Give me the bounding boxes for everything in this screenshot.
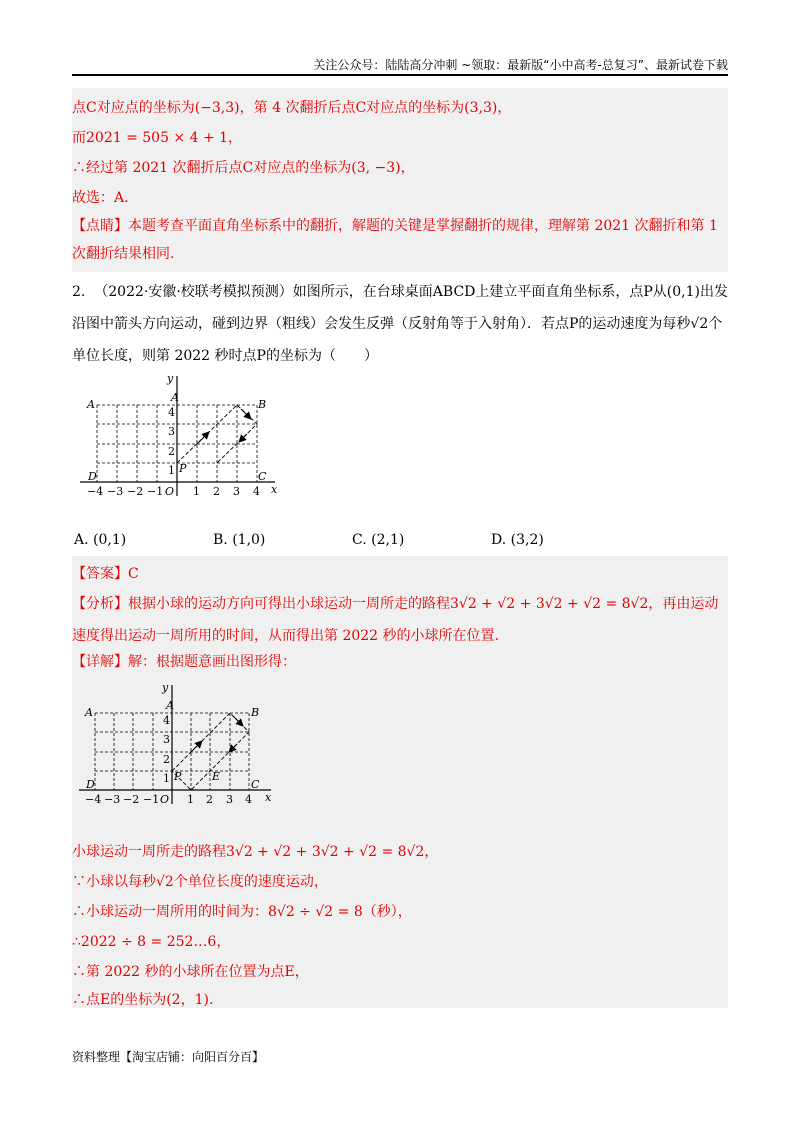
question (72, 276, 728, 372)
x-tick-1: 1 (193, 485, 200, 498)
detail-step-4: ∴2022 ÷ 8 = 252…6， (72, 934, 231, 950)
answer (72, 564, 139, 584)
label-P: P (179, 462, 187, 475)
arrow-1 (190, 741, 202, 753)
x-tick-m4: −4 (85, 793, 102, 806)
prev-line-3: ∴经过第 2021 次翻折后点C对应点的坐标为(3, −3)， (72, 160, 415, 176)
arrow-2 (241, 409, 251, 419)
x-tick-2: 2 (206, 793, 213, 806)
y-tick-2: 2 (168, 445, 175, 458)
label-P: P (174, 770, 182, 783)
x-tick-m1: −1 (143, 793, 160, 806)
x-tick-m2: −2 (123, 793, 140, 806)
x-tick-4: 4 (245, 793, 252, 806)
label-A2: A (171, 391, 179, 404)
label-C: C (251, 778, 260, 791)
option-c-value: (2,1) (371, 532, 405, 548)
y-tick-3: 3 (168, 425, 175, 438)
label-B: B (251, 706, 260, 719)
label-D: D (88, 470, 97, 483)
y-tick-1: 1 (168, 464, 175, 477)
x-tick-m2: −2 (127, 485, 144, 498)
y-tick-3: 3 (163, 733, 170, 746)
x-tick-3: 3 (226, 793, 233, 806)
x-label: x (265, 791, 272, 804)
detail-figure (75, 680, 275, 810)
x-tick-m4: −4 (87, 485, 104, 498)
x-tick-4: 4 (253, 485, 260, 498)
label-C: C (258, 470, 267, 483)
x-tick-m3: −3 (107, 485, 124, 498)
comment-text: 本题考查平面直角坐标系中的翻折，解题的关键是掌握翻折的规律，理解第 2021 次翻折和第 1 次翻折结果相同. (72, 218, 718, 262)
option-a-value: (0,1) (93, 532, 127, 548)
label-A2: A (166, 699, 174, 712)
detail-intro: 解：根据题意画出图形得： (128, 654, 296, 670)
question-text: （2022·安徽·校联考模拟预测）如图所示，在台球桌面ABCD上建立平面直角坐标系，点P从(0,1)出发沿图中箭头方向运动，碰到边界（粗线）会发生反弹（反射角等于入射角）．若点P的运动速度为每秒√2个单位长度，则第 2022 秒时点P的坐标为（ ） (72, 284, 728, 364)
x-tick-m1: −1 (147, 485, 164, 498)
y-label: y (167, 372, 174, 385)
option-b-value: (1,0) (232, 532, 266, 548)
detail-tag: 【详解】 (72, 654, 128, 670)
label-A: A (85, 706, 93, 719)
label-A: A (87, 398, 95, 411)
label-B: B (258, 398, 267, 411)
prev-line-2: 而2021 = 505 × 4 + 1， (72, 130, 243, 146)
header-divider (72, 74, 728, 76)
y-label: y (162, 681, 169, 694)
option-b-label: B. (213, 532, 228, 548)
question-number: 2. (72, 284, 86, 300)
option-a[interactable] (74, 532, 126, 548)
option-d-value: (3,2) (510, 532, 544, 548)
prev-line-4: 故选：A. (72, 190, 129, 206)
detail-step-2: ∵小球以每秒√2个单位长度的速度运动， (72, 874, 328, 890)
option-b[interactable] (213, 532, 265, 548)
x-tick-2: 2 (213, 485, 220, 498)
analysis (72, 588, 728, 652)
x-tick-3: 3 (233, 485, 240, 498)
option-d-label: D. (491, 532, 507, 548)
option-a-label: A. (74, 532, 89, 548)
label-E: E (212, 770, 221, 783)
x-tick-1: 1 (187, 793, 194, 806)
y-tick-4: 4 (168, 406, 175, 419)
detail-step-5: ∴第 2022 秒的小球所在位置为点E， (72, 964, 309, 980)
analysis-text: 根据小球的运动方向可得出小球运动一周所走的路程3√2 + √2 + 3√2 + √2 = 8√2，再由运动速度得出运动一周所用的时间，从而得出第 2022 秒的小球所在位置. (72, 596, 719, 644)
question-figure (75, 368, 278, 498)
detail-step-6: ∴点E的坐标为(2，1). (72, 992, 214, 1008)
answer-tag: 【答案】 (72, 566, 128, 582)
y-tick-4: 4 (163, 714, 170, 727)
detail-step-3: ∴小球运动一周所用的时间为：8√2 ÷ √2 = 8（秒）， (72, 904, 412, 920)
page-footer: 资料整理【淘宝店铺：向阳百分百】 (72, 1050, 265, 1064)
y-tick-2: 2 (163, 753, 170, 766)
option-c[interactable] (352, 532, 404, 548)
origin-label: O (165, 485, 175, 498)
x-tick-m3: −3 (104, 793, 121, 806)
analysis-tag: 【分析】 (72, 596, 128, 612)
option-d[interactable] (491, 532, 544, 548)
arrow-1 (197, 432, 209, 444)
answer-value: C (128, 566, 139, 582)
prev-line-1: 点C对应点的坐标为(−3,3)，第 4 次翻折后点C对应点的坐标为(3,3)， (72, 100, 512, 116)
label-D: D (86, 778, 95, 791)
page-header: 关注公众号：陆陆高分冲刺 ~领取：最新版“小中高考-总复习”、最新试卷下载 (313, 58, 728, 72)
x-label: x (271, 483, 278, 496)
y-tick-1: 1 (163, 772, 170, 785)
prev-comment (72, 212, 728, 268)
option-c-label: C. (352, 532, 367, 548)
detail-header (72, 652, 296, 672)
arrow-2 (233, 716, 243, 726)
origin-label: O (160, 793, 170, 806)
path-dashed (172, 713, 249, 790)
arrow-3 (239, 434, 247, 442)
comment-tag: 【点睛】 (72, 218, 128, 234)
detail-step-1: 小球运动一周所走的路程3√2 + √2 + 3√2 + √2 = 8√2， (72, 844, 439, 860)
